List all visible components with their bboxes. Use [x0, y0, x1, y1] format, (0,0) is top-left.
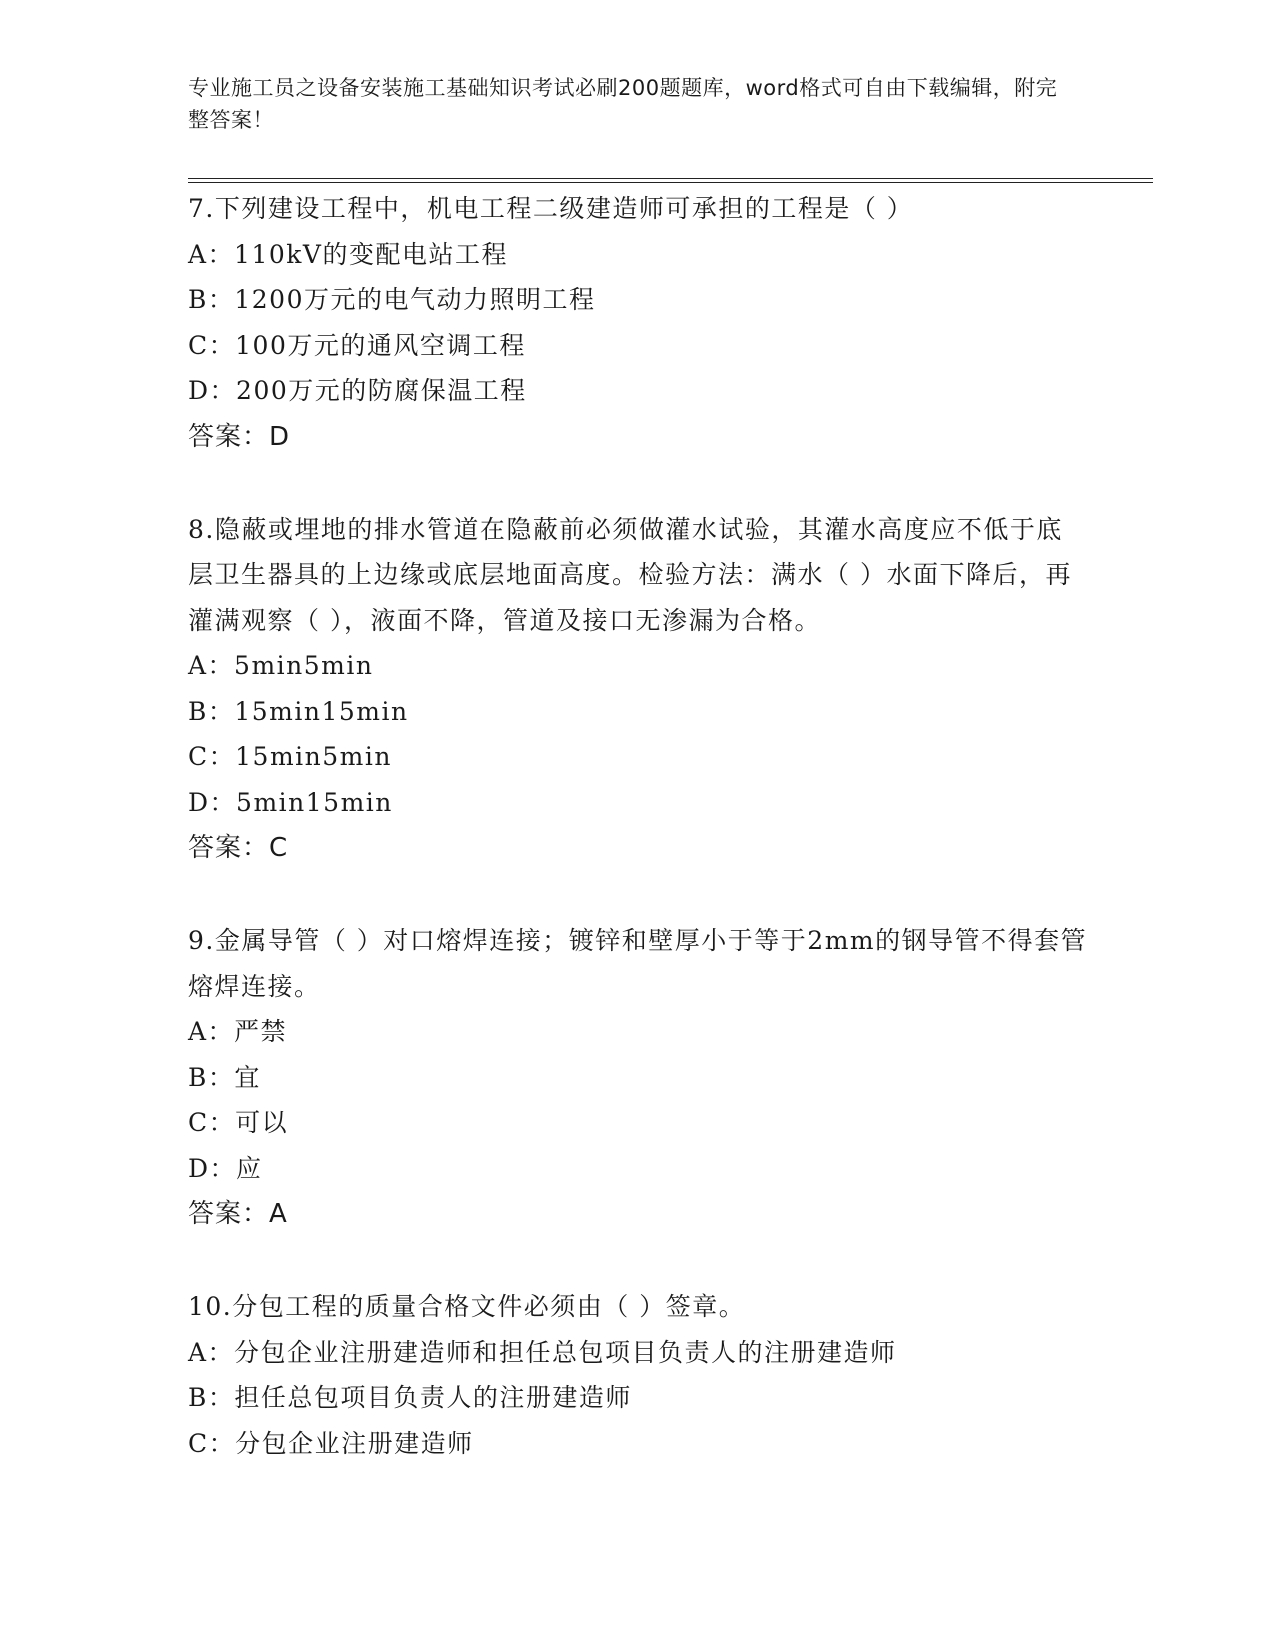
question-item: [188, 918, 1088, 1237]
question-item: [188, 186, 1088, 460]
question-text: 8.隐蔽或埋地的排水管道在隐蔽前必须做灌水试验，其灌水高度应不低于底层卫生器具的上边缘或底层地面高度。检验方法：满水（ ）水面下降后，再灌满观察（ ），液面不降，管道及接口无渗漏为合格。: [188, 514, 1072, 635]
option-c: C：100万元的通风空调工程: [188, 330, 526, 360]
document-header: 专业施工员之设备安装施工基础知识考试必刷200题题库，word格式可自由下载编辑，附完整答案！: [188, 76, 1058, 132]
question-text: 7.下列建设工程中，机电工程二级建造师可承担的工程是（ ）: [188, 194, 914, 223]
option-b: B：15min15min: [188, 696, 409, 726]
question-text: 9.金属导管（ ）对口熔焊连接；镀锌和壁厚小于等于2mm的钢导管不得套管熔焊连接。: [188, 926, 1088, 1001]
answer-label: 答案：C: [188, 833, 289, 863]
question-text: 10.分包工程的质量合格文件必须由（ ）签章。: [188, 1292, 746, 1321]
header-divider-top: [188, 178, 1153, 179]
option-d: D：5min15min: [188, 787, 393, 817]
question-list: [188, 186, 1088, 1466]
option-b: B：宜: [188, 1062, 261, 1092]
question-item: [188, 1284, 1088, 1466]
option-d: D：200万元的防腐保温工程: [188, 376, 527, 405]
option-c: C：分包企业注册建造师: [188, 1428, 474, 1458]
answer-label: 答案：D: [188, 421, 291, 452]
option-a: A：110kV的变配电站工程: [188, 239, 508, 269]
option-a: A：严禁: [188, 1017, 288, 1046]
option-a: A：分包企业注册建造师和担任总包项目负责人的注册建造师: [188, 1337, 897, 1367]
option-c: C：可以: [188, 1108, 289, 1137]
question-item: [188, 507, 1088, 872]
answer-label: 答案：A: [188, 1199, 288, 1229]
header-divider-bottom: [188, 182, 1153, 183]
option-b: B：担任总包项目负责人的注册建造师: [188, 1383, 632, 1412]
option-b: B：1200万元的电气动力照明工程: [188, 285, 596, 314]
option-d: D：应: [188, 1153, 263, 1183]
option-a: A：5min5min: [188, 651, 374, 680]
option-c: C：15min5min: [188, 742, 392, 771]
